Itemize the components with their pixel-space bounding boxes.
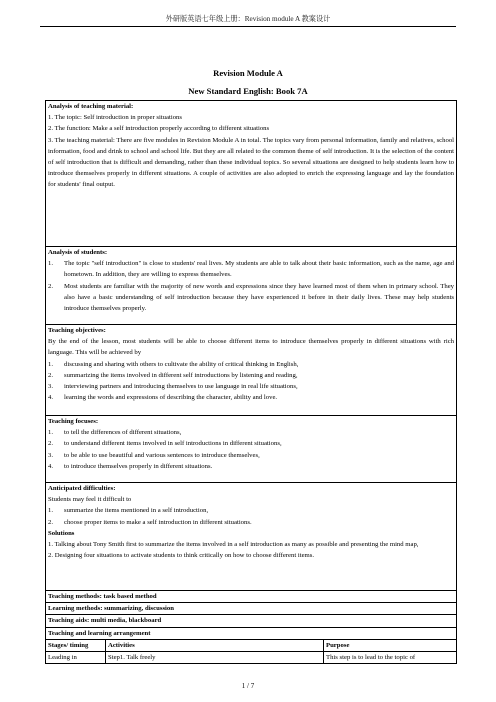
section-heading: Teaching focuses: — [48, 418, 99, 425]
teaching-aids: Teaching aids: multi media, blackboard — [46, 615, 457, 627]
numbered-item — [48, 505, 454, 516]
page-header: 外研版英语七年级上册：Revision module A 教案设计 — [40, 14, 456, 27]
numbered-item — [48, 392, 454, 403]
item-number: 3. — [48, 383, 54, 391]
teaching-aids-row — [46, 615, 457, 627]
document-subtitle: New Standard English: Book 7A — [188, 86, 308, 96]
item-number: 2. — [48, 518, 54, 526]
item-text: to introduce themselves properly in different situations. — [64, 462, 213, 470]
item-text: interviewing partners and introducing themselves to use language in real life situations, — [64, 383, 298, 391]
material-line: 1. The topic: Self introduction in proper situations — [48, 114, 182, 122]
numbered-item — [48, 517, 454, 528]
activity-cell: Step1. Talk freely — [106, 652, 324, 664]
numbered-item — [48, 427, 454, 438]
item-text: summarizing the items involved in different self introductions by listening and reading, — [64, 371, 298, 379]
item-text: The topic "self introduction" is close to students' real lives. My students are able to talk about their basic information, such as the name, age and hometown. In addition, they are willing to express themselves. — [64, 260, 455, 279]
item-text: discussing and sharing with others to cultivate the ability of critical thinking in English, — [64, 360, 299, 368]
section-heading: Analysis of students: — [48, 249, 108, 256]
item-number: 1. — [48, 507, 54, 515]
difficulties-intro: Students may feel it difficult to — [48, 496, 132, 504]
item-number: 3. — [48, 451, 54, 459]
material-line: 3. The teaching material: There are five modules in Revision Module A in total. The topics vary from personal information, family and relatives, school information, food and drink to school and school life. But they are all related to the common theme of self introduction. It is the selection of the content of self introduction that is difficult and demanding, rather than these individual topics. So several situations are designed to help students learn how to introduce themselves properly in different situations. A couple of activities are also adopted to enrich the expressing language and lay the foundation for students' final output. — [48, 136, 455, 189]
lesson-plan-table — [45, 100, 457, 664]
numbered-item — [48, 450, 454, 461]
item-number: 2. — [48, 371, 54, 379]
objectives-row — [46, 325, 457, 416]
table-row — [46, 652, 457, 664]
teaching-methods: Teaching methods: task based method — [46, 591, 457, 603]
column-header: Stages/ timing — [46, 639, 106, 651]
stage-cell: Leading in — [46, 652, 106, 664]
section-heading: Anticipated difficulties: — [48, 485, 116, 492]
item-text: learning the words and expressions of describing the character, ability and love. — [64, 394, 278, 402]
stages-header-row — [46, 639, 457, 651]
item-number: 1. — [48, 429, 54, 437]
section-heading: Teaching objectives: — [48, 327, 106, 334]
numbered-item — [48, 281, 454, 315]
numbered-item — [48, 359, 454, 370]
learning-methods-row — [46, 603, 457, 615]
focuses-row — [46, 416, 457, 483]
item-number: 4. — [48, 394, 54, 402]
numbered-item — [48, 258, 454, 280]
solutions-heading: Solutions — [48, 529, 75, 537]
item-number: 4. — [48, 462, 54, 470]
document-title: Revision Module A — [213, 68, 283, 78]
column-header: Activities — [106, 639, 324, 651]
teaching-methods-row — [46, 591, 457, 603]
arrangement-row — [46, 627, 457, 639]
column-header: Purpose — [324, 639, 457, 651]
item-text: Most students are familiar with the majority of new words and expressions since they have learned most of them when in primary school. They also have a basic understanding of self introduction because they have experienced it before in their daily lives. These may help students introduce themselves properly. — [64, 282, 455, 313]
item-number: 2. — [48, 440, 54, 448]
numbered-item — [48, 461, 454, 472]
item-text: to be able to use beautiful and various sentences to introduce themselves, — [64, 451, 260, 459]
objectives-intro: By the end of the lesson, most students will be able to choose different items to introduce themselves properly in different situations with rich language. This will be achieved by — [48, 338, 455, 357]
numbered-item — [48, 370, 454, 381]
numbered-item — [48, 381, 454, 392]
difficulties-row — [46, 483, 457, 591]
numbered-item — [48, 438, 454, 449]
item-number: 2. — [48, 282, 54, 290]
item-text: to understand different items involved in self introductions in different situations, — [64, 440, 282, 448]
solution-item: 1. Talking about Tony Smith first to summarize the items involved in a self introduction as many as possible and presenting the mind map, — [48, 541, 419, 549]
learning-methods: Learning methods: summarizing, discussion — [46, 603, 457, 615]
teaching-material-row — [46, 101, 457, 247]
students-row — [46, 247, 457, 325]
page-number: 1 / 7 — [241, 682, 255, 690]
item-number: 1. — [48, 260, 54, 268]
item-text: choose proper items to make a self introduction in different situations. — [64, 518, 252, 526]
arrangement-heading: Teaching and learning arrangement — [46, 627, 457, 639]
solution-item: 2. Designing four situations to activate students to think critically on how to choose different items. — [48, 552, 315, 560]
item-text: summarize the items mentioned in a self introduction, — [64, 507, 209, 515]
section-heading: Analysis of teaching material: — [48, 103, 134, 110]
purpose-cell: This step is to lead to the topic of — [324, 652, 457, 664]
item-number: 1. — [48, 360, 54, 368]
item-text: to tell the differences of different situations, — [64, 429, 182, 437]
material-line: 2. The function: Make a self introduction properly according to different situations — [48, 125, 270, 133]
